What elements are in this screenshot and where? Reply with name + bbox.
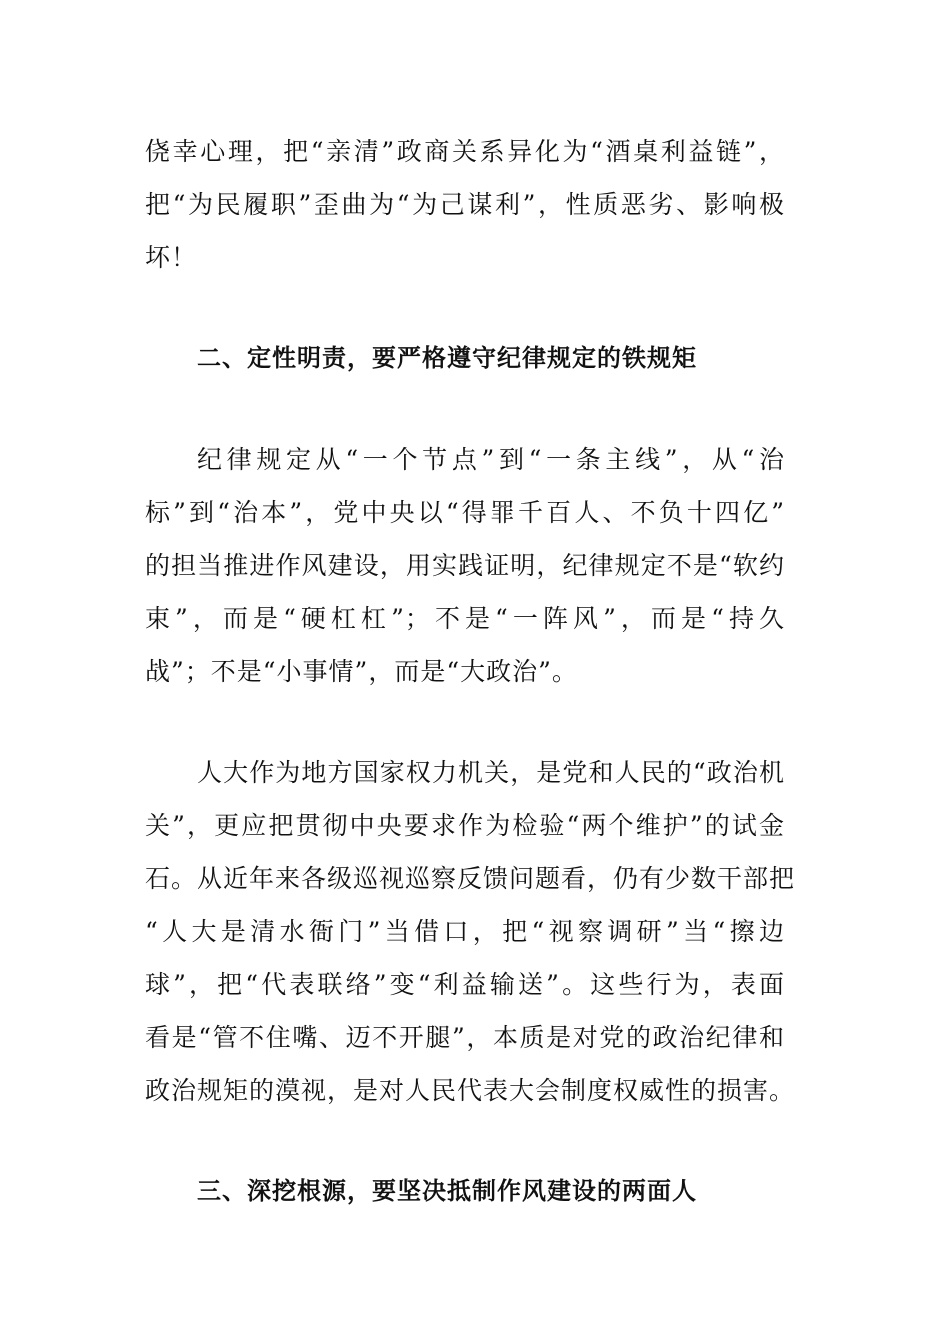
text-line: 战”；不是“小事情”，而是“大政治”。: [145, 657, 578, 686]
text-line: 看是“管不住嘴、迈不开腿”，本质是对党的政治纪律和: [145, 1023, 785, 1052]
paragraph-continuation: [145, 125, 785, 284]
text-line: “人大是清水衙门”当借口，把“视察调研”当“擦边: [145, 917, 785, 946]
document-page: [145, 125, 796, 1218]
text-line: 束”，而是“硬杠杠”；不是“一阵风”，而是“持久: [145, 604, 785, 633]
text-line: 球”，把“代表联络”变“利益输送”。这些行为，表面: [145, 970, 785, 999]
section-heading-2: 二、定性明责，要严格遵守纪律规定的铁规矩: [197, 344, 697, 372]
text-line: 纪律规定从“一个节点”到“一条主线”，从“治: [197, 445, 785, 474]
text-line: 标”到“治本”，党中央以“得罪千百人、不负十四亿”: [145, 498, 785, 527]
paragraph-discipline: [145, 433, 785, 698]
text-line: 的担当推进作风建设，用实践证明，纪律规定不是“软约: [145, 551, 785, 580]
text-line: 人大作为地方国家权力机关，是党和人民的“政治机: [197, 758, 785, 787]
section-heading-3: 三、深挖根源，要坚决抵制作风建设的两面人: [197, 1177, 697, 1205]
paragraph-congress: [145, 746, 796, 1117]
text-line: 政治规矩的漠视，是对人民代表大会制度权威性的损害。: [145, 1076, 796, 1105]
text-line: 石。从近年来各级巡视巡察反馈问题看，仍有少数干部把: [145, 864, 796, 893]
text-line: 把“为民履职”歪曲为“为己谋利”，性质恶劣、影响极: [145, 190, 785, 219]
text-line: 坏！: [145, 243, 198, 272]
text-line: 关”，更应把贯彻中央要求作为检验“两个维护”的试金: [145, 811, 785, 840]
text-line: 侥幸心理，把“亲清”政商关系异化为“酒桌利益链”，: [145, 137, 785, 166]
